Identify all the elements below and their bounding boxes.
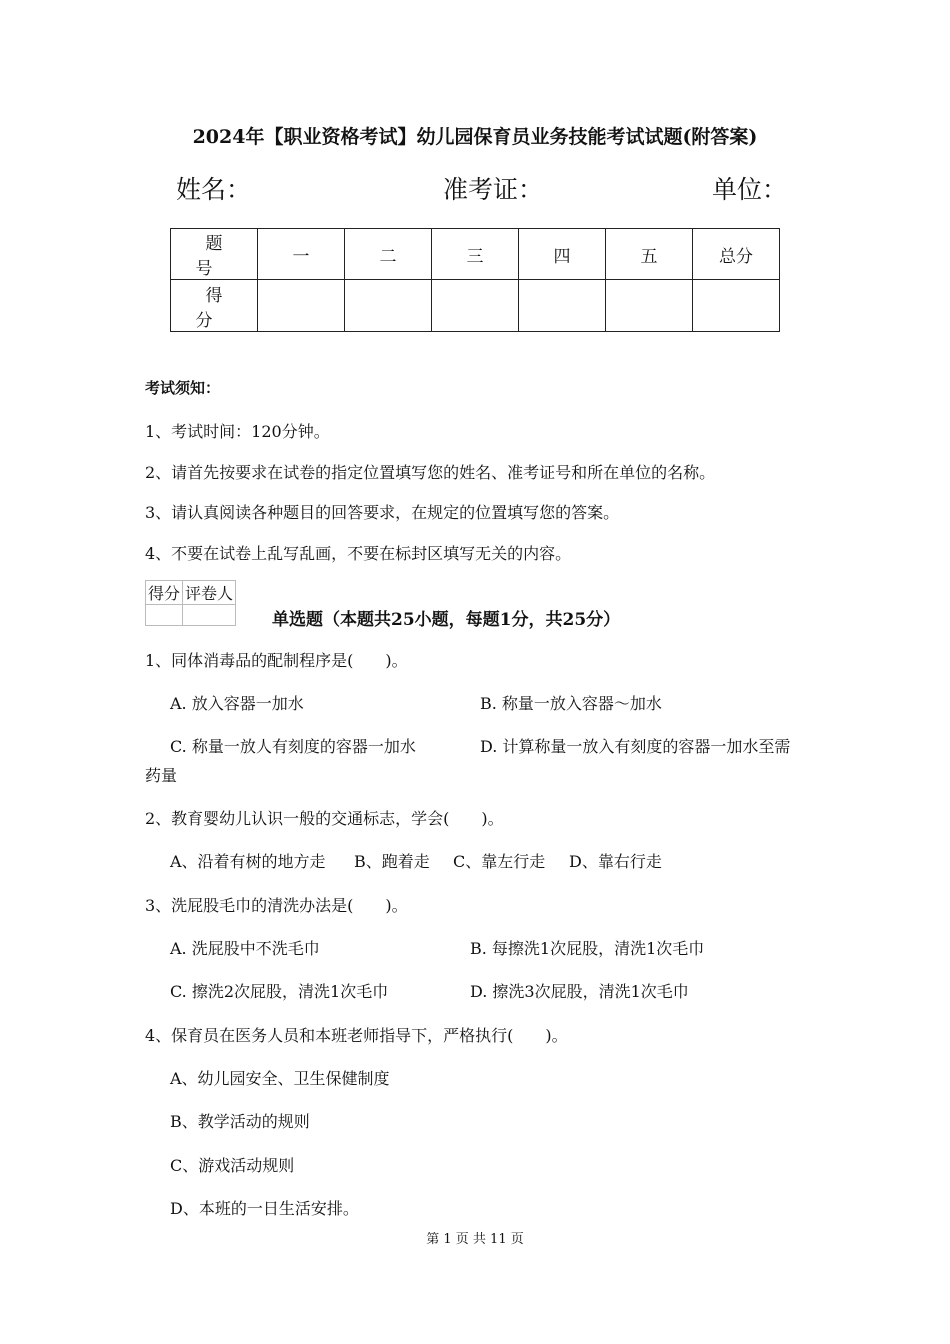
notice-item: 4、不要在试卷上乱写乱画，不要在标封区填写无关的内容。 bbox=[145, 544, 572, 563]
score-table bbox=[170, 228, 780, 332]
score-cell[interactable] bbox=[519, 280, 606, 332]
question-option[interactable]: D、本班的一日生活安排。 bbox=[170, 1199, 359, 1218]
question-option[interactable]: B. 每擦洗1次屁股，清洗1次毛巾 bbox=[470, 939, 705, 958]
ticket-label: 准考证： bbox=[443, 175, 544, 204]
question-stem: 3、洗屁股毛巾的清洗办法是( )。 bbox=[145, 896, 408, 915]
unit-label: 单位： bbox=[712, 175, 788, 204]
grader-name-label: 评卷人 bbox=[183, 581, 236, 605]
grader-score-cell[interactable] bbox=[146, 605, 183, 626]
score-table-row-label: 得 分 bbox=[171, 280, 258, 332]
score-table-header-cell: 二 bbox=[345, 229, 432, 280]
question-option[interactable]: C、靠左行走 bbox=[453, 852, 546, 871]
score-cell[interactable] bbox=[432, 280, 519, 332]
question-option[interactable]: B. 称量一放入容器～加水 bbox=[480, 694, 662, 713]
question-option-continuation: 药量 bbox=[145, 766, 178, 785]
question-stem: 4、保育员在医务人员和本班老师指导下，严格执行( )。 bbox=[145, 1026, 568, 1045]
question-option[interactable]: A. 洗屁股中不洗毛巾 bbox=[170, 939, 320, 958]
page-footer: 第 1 页 共 11 页 bbox=[426, 1232, 524, 1247]
question-option[interactable]: C. 擦洗2次屁股，清洗1次毛巾 bbox=[170, 982, 389, 1001]
question-option[interactable]: A、沿着有树的地方走 bbox=[170, 852, 326, 871]
score-cell[interactable] bbox=[606, 280, 693, 332]
score-table-header-cell: 总分 bbox=[693, 229, 780, 280]
section-title: 单选题（本题共25小题，每题1分，共25分） bbox=[272, 610, 621, 630]
grader-box bbox=[145, 580, 236, 626]
question-option[interactable]: D、靠右行走 bbox=[569, 852, 662, 871]
question-option[interactable]: B、教学活动的规则 bbox=[170, 1112, 310, 1131]
score-table-header-cell: 五 bbox=[606, 229, 693, 280]
grader-score-label: 得分 bbox=[146, 581, 183, 605]
question-option[interactable]: A、幼儿园安全、卫生保健制度 bbox=[170, 1069, 390, 1088]
score-table-header-cell: 四 bbox=[519, 229, 606, 280]
question-option[interactable]: B、跑着走 bbox=[354, 852, 430, 871]
score-table-header-label: 题 号 bbox=[171, 229, 258, 280]
question-option[interactable]: A. 放入容器一加水 bbox=[170, 694, 304, 713]
score-table-header-cell: 一 bbox=[258, 229, 345, 280]
question-option[interactable]: D. 计算称量一放入有刻度的容器一加水至需 bbox=[480, 737, 791, 756]
notice-item: 3、请认真阅读各种题目的回答要求，在规定的位置填写您的答案。 bbox=[145, 503, 620, 522]
notice-item: 2、请首先按要求在试卷的指定位置填写您的姓名、准考证号和所在单位的名称。 bbox=[145, 463, 716, 482]
question-stem: 1、同体消毒品的配制程序是( )。 bbox=[145, 651, 408, 670]
notice-item: 1、考试时间：120分钟。 bbox=[145, 422, 330, 441]
notice-heading: 考试须知： bbox=[145, 379, 221, 397]
name-label: 姓名： bbox=[176, 175, 252, 204]
question-option[interactable]: C、游戏活动规则 bbox=[170, 1156, 295, 1175]
score-cell[interactable] bbox=[345, 280, 432, 332]
question-option[interactable]: C. 称量一放人有刻度的容器一加水 bbox=[170, 737, 416, 756]
grader-name-cell[interactable] bbox=[183, 605, 236, 626]
score-cell[interactable] bbox=[693, 280, 780, 332]
exam-title: 2024年【职业资格考试】幼儿园保育员业务技能考试试题(附答案) bbox=[192, 126, 758, 148]
score-cell[interactable] bbox=[258, 280, 345, 332]
question-stem: 2、教育婴幼儿认识一般的交通标志，学会( )。 bbox=[145, 809, 504, 828]
question-option[interactable]: D. 擦洗3次屁股，清洗1次毛巾 bbox=[470, 982, 689, 1001]
score-table-header-cell: 三 bbox=[432, 229, 519, 280]
